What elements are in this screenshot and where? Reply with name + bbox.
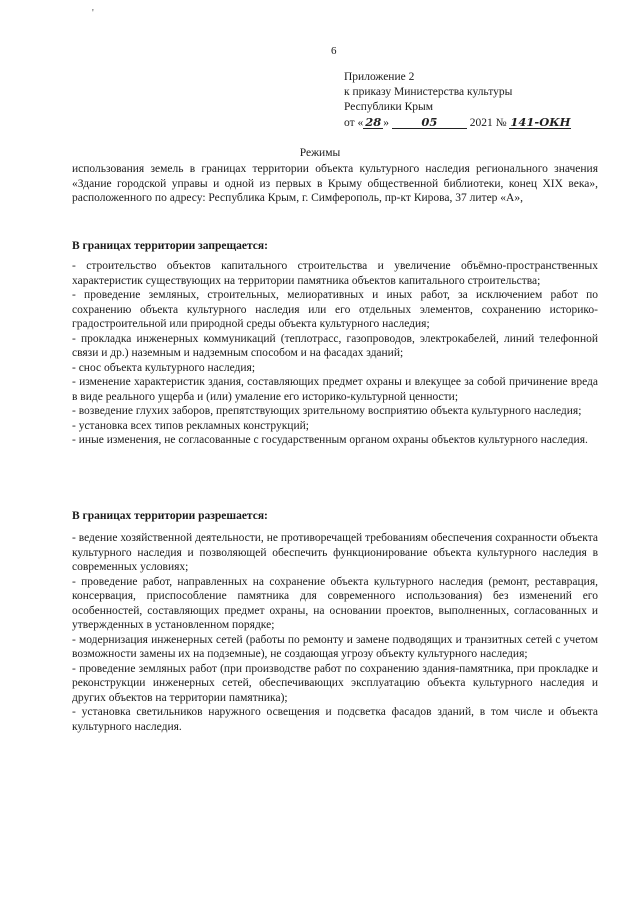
list-item: - возведение глухих заборов, препятствующих зрительному восприятию объекта культурного наследия; xyxy=(72,405,582,417)
prohibited-list xyxy=(72,259,598,448)
prohibited-heading: В границах территории запрещается: xyxy=(72,240,268,252)
list-item: - проведение земляных, строительных, мелиоративных и иных работ, за исключением работ по сохранению объекта культурного наследия или его отдельных элементов, сохранению историко-градостроительной или природной среды объекта культурного наследия; xyxy=(72,289,598,330)
intro-block xyxy=(72,162,598,206)
date-year: 2021 № xyxy=(469,117,507,129)
appendix-date-line xyxy=(344,115,571,131)
list-item: - проведение земляных работ (при производстве работ по сохранению здания-памятника, при прокладке и реконструкции инженерных сетей, обеспечивающих эксплуатацию объекта культурного наследия и других объектов на территории памятника); xyxy=(72,662,598,704)
permitted-list xyxy=(72,531,598,734)
list-item: - прокладка инженерных коммуникаций (теплотрасс, газопроводов, электрокабелей, линий телефонной связи и др.) наземным и надземным способом и на фасадах зданий; xyxy=(72,332,598,359)
list-item: - ведение хозяйственной деятельности, не противоречащей требованиям обеспечения сохранности объекта культурного наследия и позволяющей обеспечить функционирование объекта культурного наследия в современных условиях; xyxy=(72,532,598,573)
document-title: Режимы xyxy=(299,147,341,159)
date-day: 28 xyxy=(365,115,382,129)
appendix-label: Приложение 2 xyxy=(344,71,415,83)
scan-mark: ' xyxy=(92,8,94,19)
list-item: - иные изменения, не согласованные с государственным органом охраны объектов культурного наследия. xyxy=(72,434,588,446)
appendix-order-ref: к приказу Министерства культуры xyxy=(344,86,513,98)
page-number: 6 xyxy=(331,45,337,57)
list-item: - модернизация инженерных сетей (работы по ремонту и замене подводящих и транзитных сетей с учетом возможности замены их на подземные), не создающая угрозу объекту культурного наследия; xyxy=(72,633,598,660)
permitted-heading: В границах территории разрешается: xyxy=(72,510,268,522)
list-item: - изменение характеристик здания, составляющих предмет охраны и влекущее за собой причинение вреда в виде реального ущерба и (или) умаление его историко-культурной ценности; xyxy=(72,376,598,403)
list-item: - проведение работ, направленных на сохранение объекта культурного наследия (ремонт, реставрация, консервация, приспособление памятника для современного использования) без изменений его особенностей, составляющих предмет охраны, на основании проектов, выполненных, согласованных и утвержденных в установленном порядке; xyxy=(72,575,598,631)
appendix-header xyxy=(344,70,571,131)
date-mid: » xyxy=(383,117,389,129)
date-month: 05 xyxy=(392,115,467,129)
appendix-region: Республики Крым xyxy=(344,101,433,113)
list-item: - установка всех типов рекламных конструкций; xyxy=(72,419,309,432)
list-item: - установка светильников наружного освещения и подсветка фасадов зданий, в том числе и объекта культурного наследия. xyxy=(72,706,598,733)
order-number: 141-ОКН xyxy=(510,115,571,129)
list-item: - снос объекта культурного наследия; xyxy=(72,361,256,374)
date-prefix: от « xyxy=(344,117,364,129)
list-item: - строительство объектов капитального строительства и увеличение объёмно-пространственных характеристик существующих на территории памятника объектов капитального строительства; xyxy=(72,260,598,287)
intro-paragraph: использования земель в границах территории объекта культурного наследия регионального значения «Здание городской управы и одной из первых в Крыму общественной библиотеки, конец XIX века», расположенного по адресу: Республика Крым, г. Симферополь, пр-кт Кирова, 37 литер «А», xyxy=(72,163,598,204)
